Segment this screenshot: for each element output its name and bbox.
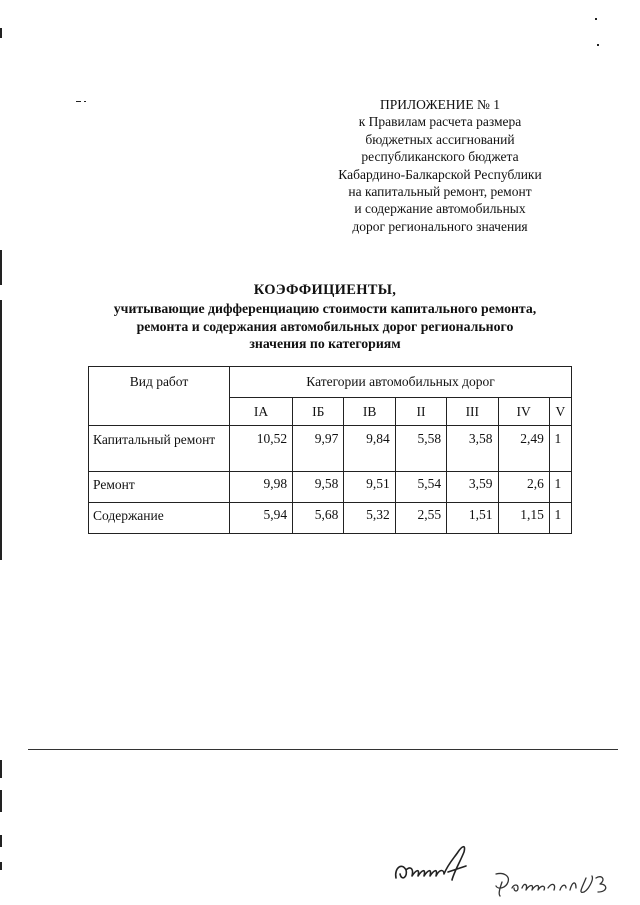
header-category-iv: IВ	[344, 398, 395, 426]
title-main: КОЭФФИЦИЕНТЫ,	[253, 282, 397, 298]
scan-mark	[0, 250, 2, 285]
appendix-line: к Правилам расчета размера	[358, 114, 522, 130]
appendix-line: бюджетных ассигнований	[365, 131, 515, 147]
header-categories: Категории автомобильных дорог	[230, 367, 572, 398]
table-cell: 1	[549, 503, 571, 534]
appendix-header	[320, 96, 560, 235]
signature-1	[388, 840, 483, 895]
table-header-row	[89, 367, 572, 398]
table-cell: 5,58	[395, 426, 446, 472]
table-row	[89, 503, 572, 534]
table-row	[89, 426, 572, 472]
table-cell: 1,15	[498, 503, 549, 534]
table-cell: 9,58	[293, 472, 344, 503]
header-category-ia: IА	[230, 398, 293, 426]
table-cell: 9,51	[344, 472, 395, 503]
table-cell: 2,49	[498, 426, 549, 472]
row-label: Капитальный ремонт	[89, 426, 230, 472]
scan-mark	[0, 790, 2, 812]
appendix-line: Кабардино-Балкарской Республики	[338, 166, 542, 182]
appendix-line: дорог регионального значения	[352, 218, 528, 234]
table-cell: 9,97	[293, 426, 344, 472]
table-cell: 3,59	[447, 472, 498, 503]
table-cell: 10,52	[230, 426, 293, 472]
header-category-4: IV	[498, 398, 549, 426]
scan-mark	[76, 101, 81, 102]
footer-divider	[28, 749, 618, 750]
scan-mark	[0, 862, 2, 870]
title-line: значения по категориям	[249, 336, 401, 352]
table-cell: 5,68	[293, 503, 344, 534]
table-cell: 9,84	[344, 426, 395, 472]
table-cell: 1	[549, 472, 571, 503]
document-title	[40, 282, 610, 353]
appendix-line: республиканского бюджета	[361, 149, 519, 165]
table-cell: 9,98	[230, 472, 293, 503]
table-cell: 5,94	[230, 503, 293, 534]
title-line: учитывающие дифференциацию стоимости капитального ремонта,	[113, 300, 537, 316]
table-row	[89, 472, 572, 503]
scan-mark	[0, 28, 2, 38]
scan-mark	[0, 760, 2, 778]
scan-mark	[0, 300, 2, 560]
table-cell: 2,6	[498, 472, 549, 503]
header-work-type: Вид работ	[89, 367, 230, 426]
scan-mark	[0, 835, 2, 847]
appendix-line: ПРИЛОЖЕНИЕ № 1	[379, 97, 501, 112]
scan-mark	[84, 101, 86, 102]
signature-2	[490, 868, 615, 900]
scan-mark	[595, 18, 597, 20]
header-category-ib: IБ	[293, 398, 344, 426]
scan-mark	[597, 44, 599, 46]
header-category-5: V	[549, 398, 571, 426]
table-cell: 2,55	[395, 503, 446, 534]
table-cell: 5,54	[395, 472, 446, 503]
header-category-ii: II	[395, 398, 446, 426]
appendix-line: и содержание автомобильных	[354, 201, 526, 217]
title-line: ремонта и содержания автомобильных дорог регионального	[136, 318, 514, 334]
table-cell: 1	[549, 426, 571, 472]
row-label: Ремонт	[89, 472, 230, 503]
row-label: Содержание	[89, 503, 230, 534]
table-cell: 5,32	[344, 503, 395, 534]
table-cell: 3,58	[447, 426, 498, 472]
table-cell: 1,51	[447, 503, 498, 534]
appendix-line: на капитальный ремонт, ремонт	[348, 184, 532, 200]
coefficients-table	[88, 366, 572, 534]
header-category-iii: III	[447, 398, 498, 426]
